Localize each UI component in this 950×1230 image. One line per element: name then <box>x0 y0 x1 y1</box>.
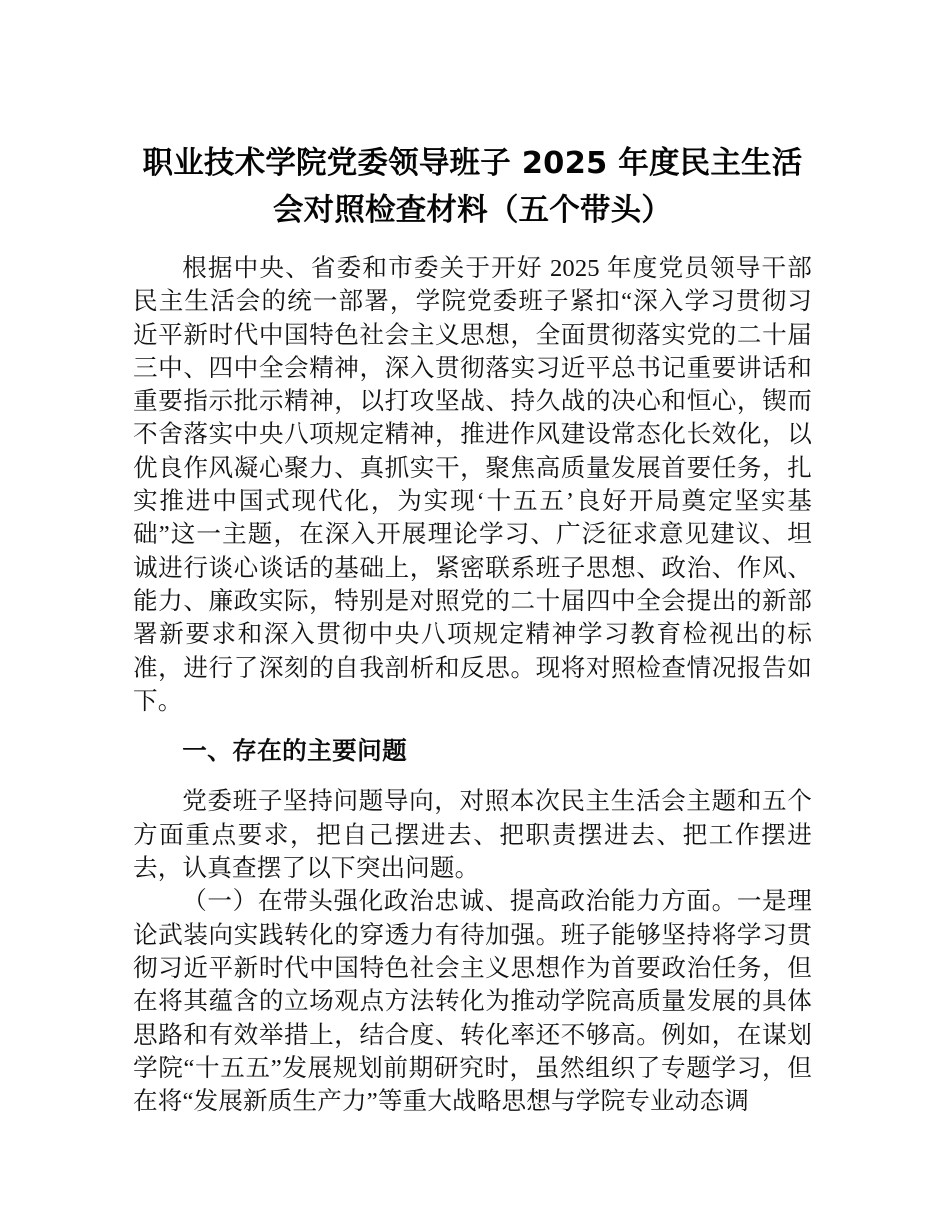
page-title-line-2: 会对照检查材料（五个带头） <box>272 193 673 228</box>
page-title-line-1: 职业技术学院党委领导班子 2025 年度民主生活 <box>142 146 803 181</box>
paragraph-preamble: 根据中央、省委和市委关于开好 2025 年度党员领导干部民主生活会的统一部署，学院党委班子紧扣“深入学习贯彻习近平新时代中国特色社会主义思想，全面贯彻落实党的二十届三中、四中全会精神，深入贯彻落实习近平总书记重要讲话和重要指示批示精神，以打攻坚战、持久战的决心和恒心，锲而不舍落实中央八项规定精神，推进作风建设常态化长效化，以优良作风凝心聚力、真抓实干，聚焦高质量发展首要任务，扎实推进中国式现代化，为实现‘十五五’良好开局奠定坚实基础”这一主题，在深入开展理论学习、广泛征求意见建议、坦诚进行谈心谈话的基础上，紧密联系班子思想、政治、作风、能力、廉政实际，特别是对照党的二十届四中全会提出的新部署新要求和深入贯彻中央八项规定精神学习教育检视出的标准，进行了深刻的自我剖析和反思。现将对照检查情况报告如下。 <box>133 255 812 715</box>
section-heading-main-problems: 一、存在的主要问题 <box>182 738 408 766</box>
page-title <box>133 140 812 234</box>
paragraph-section-1-item-1: （一）在带头强化政治忠诚、提高政治能力方面。一是理论武装向实践转化的穿透力有待加强。班子能够坚持将学习贯彻习近平新时代中国特色社会主义思想作为首要政治任务，但在将其蕴含的立场观点方法转化为推动学院高质量发展的具体思路和有效举措上，结合度、转化率还不够高。例如，在谋划学院“十五五”发展规划前期研究时，虽然组织了专题学习，但在将“发展新质生产力”等重大战略思想与学院专业动态调 <box>133 888 812 1116</box>
paragraph-section-1-intro: 党委班子坚持问题导向，对照本次民主生活会主题和五个方面重点要求，把自己摆进去、把职责摆进去、把工作摆进去，认真查摆了以下突出问题。 <box>133 788 812 883</box>
document-content <box>133 140 812 1118</box>
